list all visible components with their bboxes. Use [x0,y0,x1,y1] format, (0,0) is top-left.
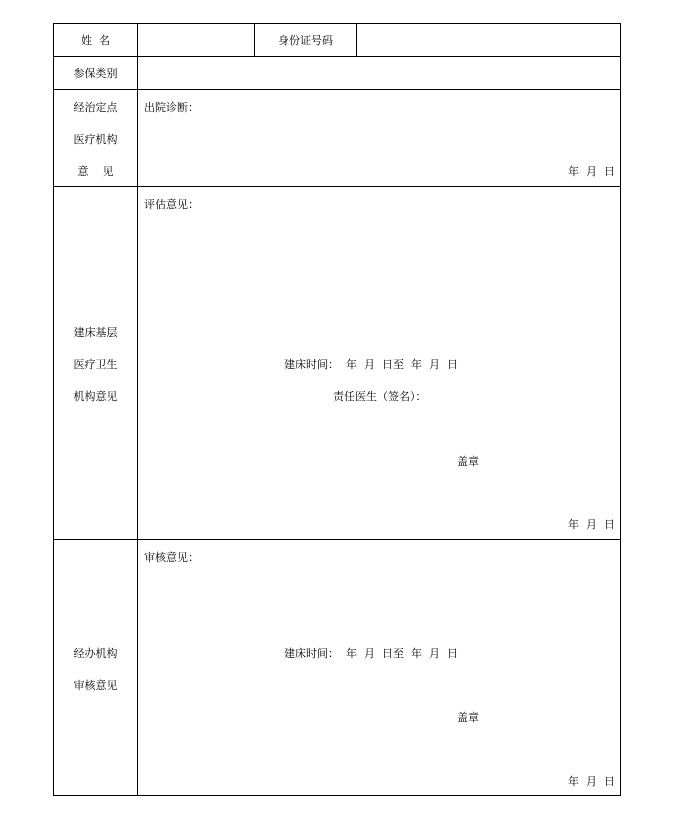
agency-label-line-1: 经办机构 [73,647,118,660]
agency-seal-label: 盖章 [457,711,479,724]
review-opinion-label: 审核意见： [144,551,199,564]
insurance-type-label: 参保类别 [73,67,118,80]
seal-label: 盖章 [457,455,479,468]
designated-institution-label-line-3: 意 见 [77,165,114,178]
assessment-opinion-label: 评估意见： [144,198,199,211]
agency-bed-establishment-time: 建床时间： 年 月 日至 年 月 日 [284,647,458,660]
primary-care-label-line-3: 机构意见 [73,390,118,403]
row-divider [54,89,620,90]
bed-establishment-time: 建床时间： 年 月 日至 年 月 日 [284,358,458,371]
insurance-type-field[interactable] [138,57,621,89]
designated-date: 年 月 日 [568,165,615,178]
agency-label-line-2: 审核意见 [73,679,118,692]
agency-date: 年 月 日 [568,775,615,788]
responsible-doctor-signature: 责任医生（签名）： [333,390,427,403]
name-field[interactable] [138,24,254,56]
name-label: 姓 名 [81,34,110,47]
discharge-diagnosis-label: 出院诊断： [144,101,199,114]
id-number-field[interactable] [357,24,621,56]
primary-care-date: 年 月 日 [568,518,615,531]
primary-care-label-line-2: 医疗卫生 [73,358,118,371]
application-form-table [53,23,621,796]
designated-institution-label-line-2: 医疗机构 [73,133,118,146]
row-divider [54,186,620,187]
designated-institution-label-line-1: 经治定点 [73,101,118,114]
id-number-label: 身份证号码 [278,34,333,47]
row-divider [54,539,620,540]
primary-care-label-line-1: 建床基层 [73,326,118,339]
label-column-divider [137,24,138,796]
